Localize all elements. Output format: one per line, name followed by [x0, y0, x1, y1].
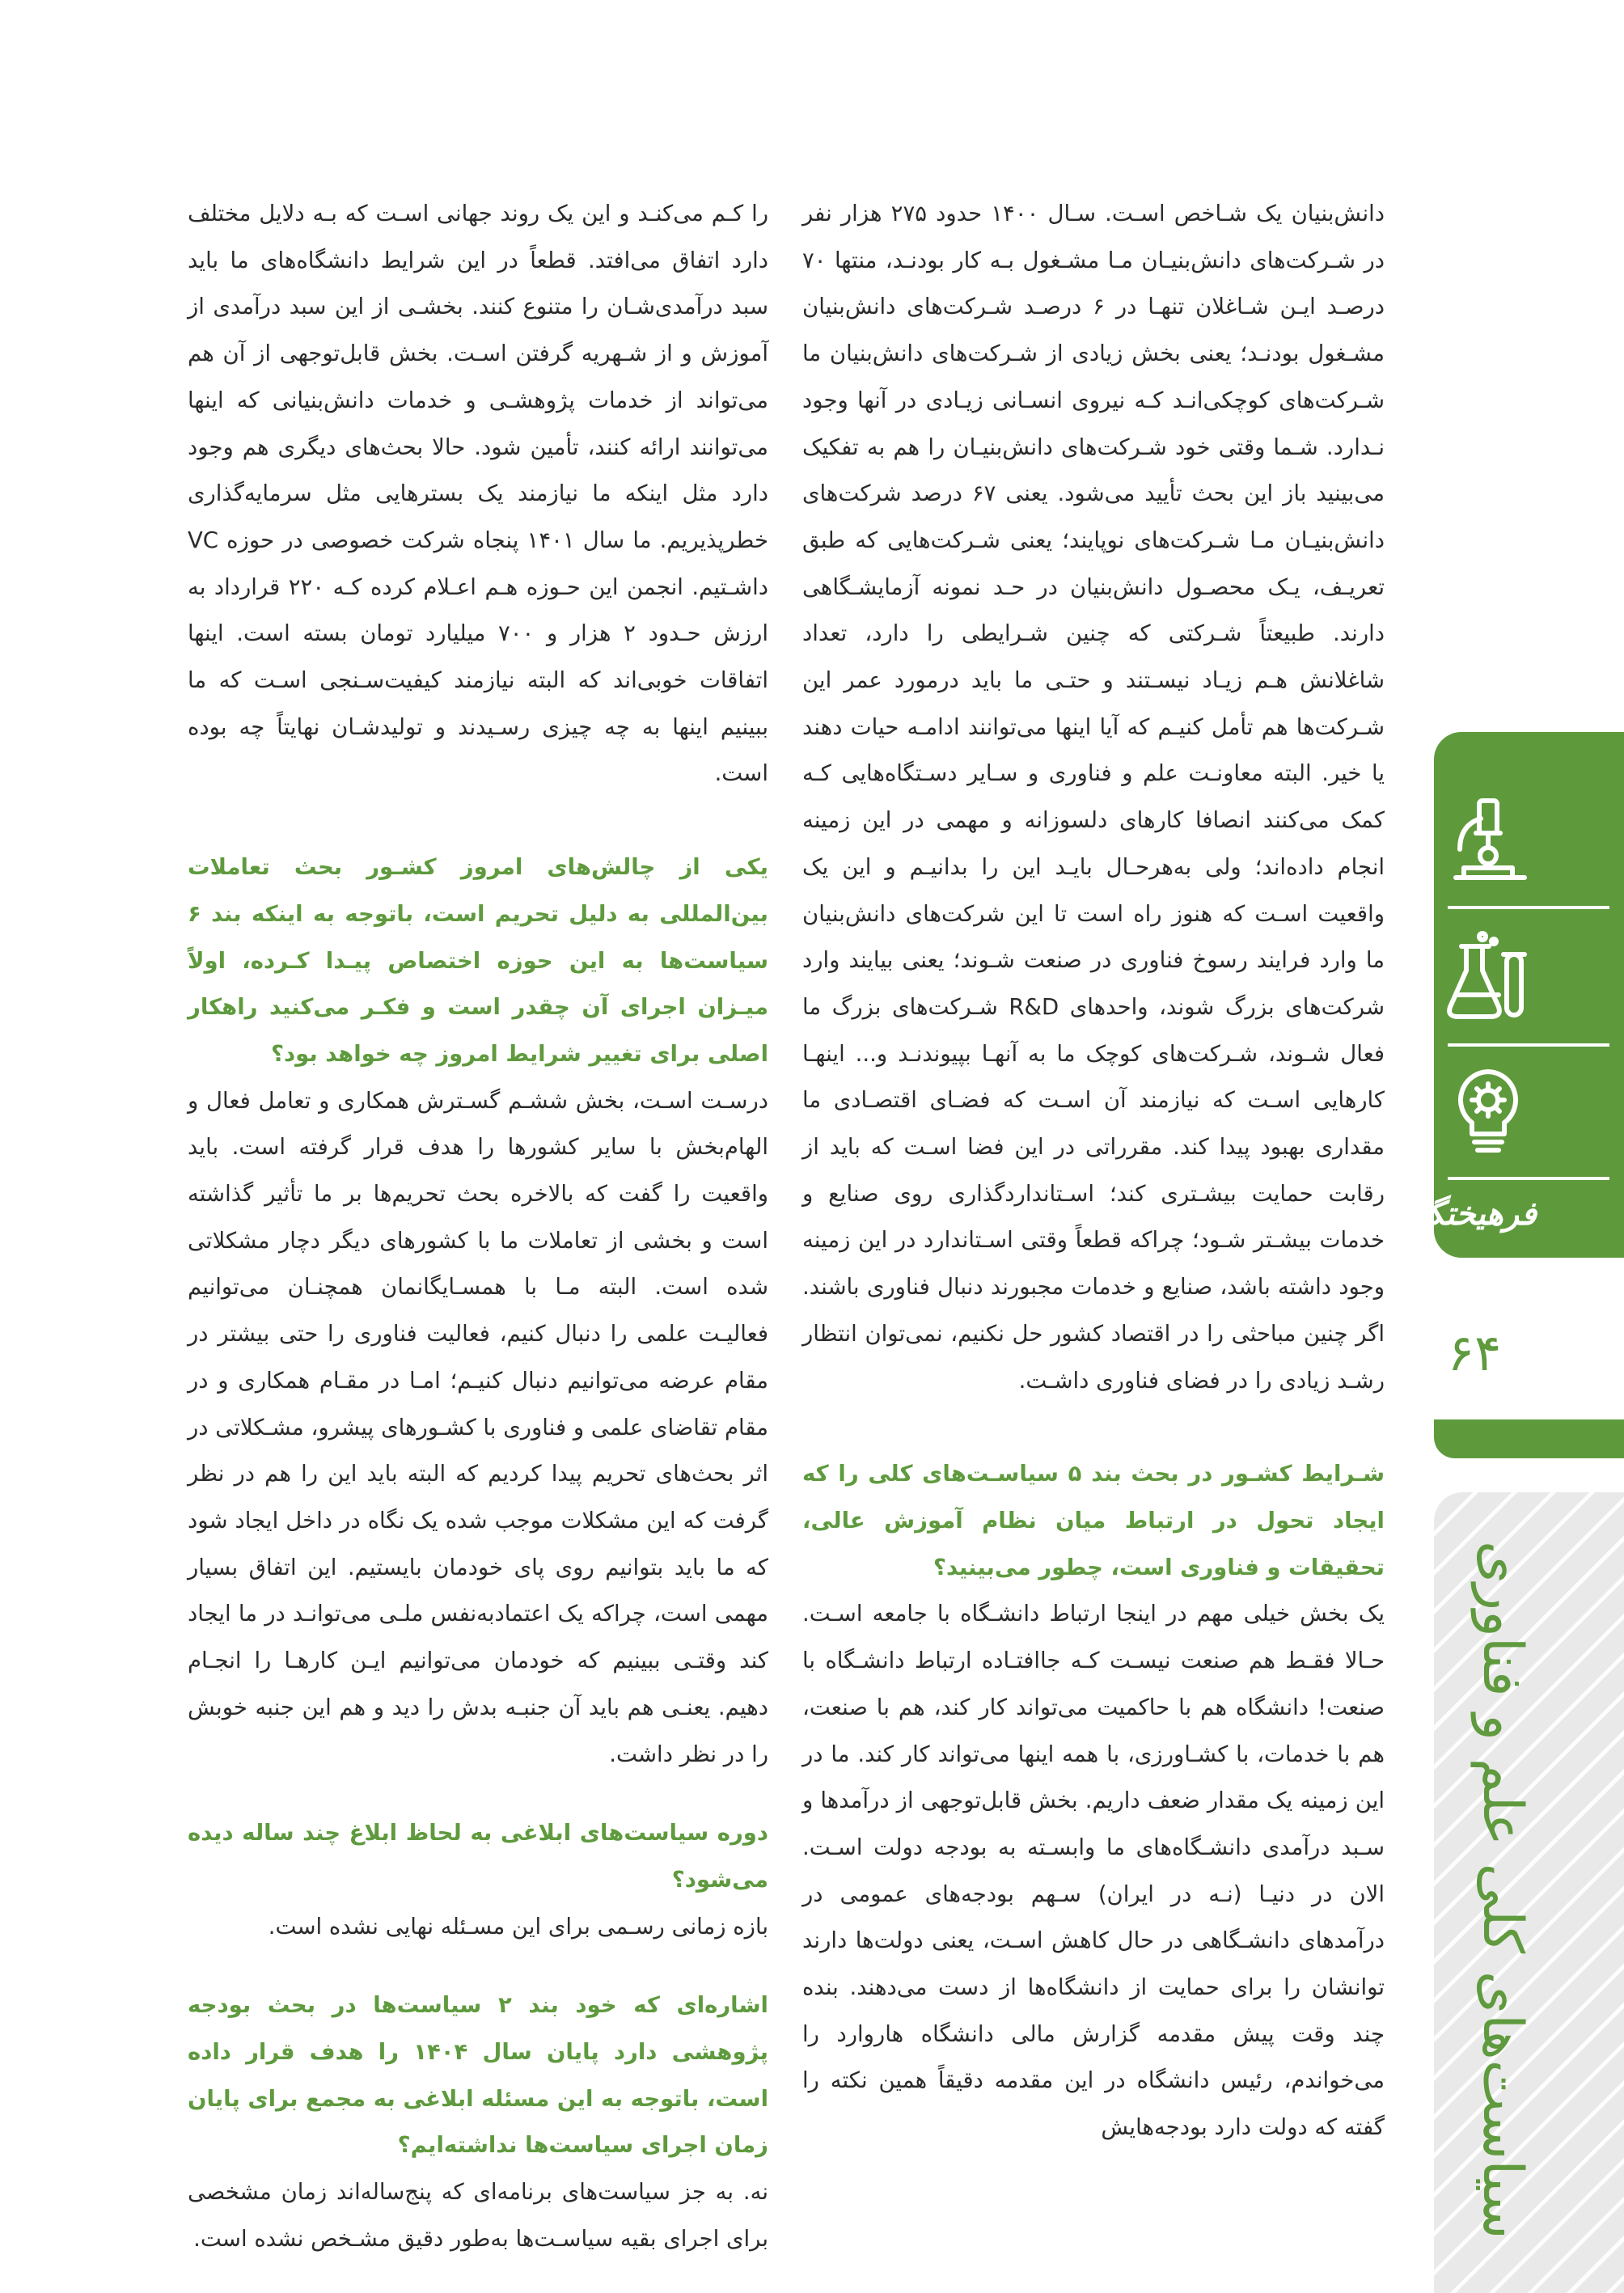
- accent-band: [1434, 1419, 1624, 1458]
- section-title: سیاست‌های کلی علم و فناوری: [1470, 1541, 1534, 2240]
- divider: [1448, 1177, 1609, 1180]
- divider: [1448, 1043, 1609, 1047]
- paragraph: یک بخش خیلی مهم در اینجا ارتباط دانشـگاه با جامعه اسـت. حـالا فقـط هم صنعت نیسـت کـه جاافتـاده ارتباط دانشـگاه با صنعت! دانشگاه هم با حاکمیت می‌تواند کار کند، هم با صنعت، هم با خدمات، با کشـاورزی، با همه اینها می‌تواند کار کند. ما در این زمینه یک مقدار ضعف داریم. بخش قابل‌توجهی از درآمدها و سـبد درآمدی دانشـگاه‌های ما وابسـته به بودجه دولت اسـت. الان در دنیـا (نـه در ایران) سـهم بودجه‌های عمومی در درآمدهای دانشـگاهی در حال کاهش اسـت، یعنی دولت‌ها دارند توانشان را برای حمایت از دانشگاه‌ها از دست می‌دهند. بنده چند وقت پیش مقدمه گزارش مالی دانشگاه هاروارد را می‌خواندم، رئیس دانشگاه در این مقدمه دقیقاً همین نکته را گفته که دولت دارد بودجه‌هایش: [802, 1601, 1385, 2141]
- paragraph: را کـم می‌کنـد و این یک روند جهانی اسـت که بـه دلایل مختلف دارد اتفاق می‌افتد. قطعاً در این شرایط دانشگاه‌های ما باید سبد درآمدی‌شـان را متنوع کنند. بخشـی از این سبد درآمدی از آموزش و از شـهریه گرفتن اسـت. بخش قابل‌توجهی از آن هم می‌تواند از خدمات پژوهشـی و خدمات دانش‌بنیانی که اینها می‌توانند ارائه کنند، تأمین شود. حالا بحث‌های دیگری هم وجود دارد مثل اینکه ما نیازمند یک بسترهایی مثل سرمایه‌گذاری خطرپذیریم. ما سال ۱۴۰۱ پنجاه شرکت خصوصی در حوزه VC داشـتیم. انجمن این حـوزه هـم اعـلام کرده کـه ۲۲۰ قرارداد به ارزش حـدود ۲ هزار و ۷۰۰ میلیارد تومان بسته است. اینها اتفاقات خوبی‌اند که البته نیازمند کیفیت‌سـنجی اسـت که ما ببینیم اینها به چه چیزی رسـیدند و تولیدشـان نهایتاً چه بوده است.: [188, 201, 768, 787]
- lab-flask-icon: [1444, 930, 1533, 1027]
- paragraph: بازه زمانی رسـمی برای این مسـئله نهایی نشده است.: [268, 1913, 768, 1940]
- interview-question: اشاره‌ای که خود بند ۲ سیاست‌ها در بحث بودجه پژوهشی دارد پایان سال ۱۴۰۴ را هدف قرار داده است، باتوجه به این مسئله ابلاغی به مجمع برای پایان زمان اجرای سیاست‌ها نداشته‌ایم؟: [188, 1992, 768, 2159]
- paragraph: دانش‌بنیان یک شـاخص اسـت. سـال ۱۴۰۰ حدود ۲۷۵ هزار نفر در شـرکت‌های دانش‌بنیـان مـا مشـغول بـه کار بودنـد، منتها ۷۰ درصـد ایـن شـاغلان تنهـا در ۶ درصـد شـرکت‌های دانش‌بنیان مشـغول بودنـد؛ یعنی بخش زیادی از شـرکت‌های دانش‌بنیان ما شـرکت‌های کوچکی‌انـد کـه نیروی انسـانی زیـادی در آنها وجود نـدارد. شـما وقتی خود شـرکت‌های دانش‌بنیـان را هم به تفکیک می‌بینید باز این بحث تأیید می‌شود. یعنی ۶۷ درصد شرکت‌های دانش‌بنیـان مـا شـرکت‌های نوپایند؛ یعنی شـرکت‌هایی که طبق تعریـف، یـک محصـول دانش‌بنیان در حـد نمونه آزمایشـگاهی دارند. طبیعتاً شـرکتی که چنین شـرایطی را دارد، تعداد شاغلانش هـم زیـاد نیسـتند و حتـی ما باید درمورد عمر این شـرکت‌ها هم تأمل کنیـم که آیا اینها می‌توانند ادامـه حیات دهند یا خیر. البته معاونـت علم و فناوری و سـایر دسـتگاه‌هایی کـه کمک می‌کنند انصافا کارهای دلسوزانه و مهمی در این زمینه انجام داده‌اند؛ ولی به‌هرحـال بایـد این را بدانیـم و این یک واقعیت اسـت که هنوز راه است تا این شرکت‌های دانش‌بنیان ما وارد فرایند رسوخ فناوری در صنعت شـوند؛ یعنی بیایند وارد شرکت‌های بزرگ شوند، واحدهای R&D شـرکت‌های بزرگ ما فعال شـوند، شـرکت‌های کوچک ما به آنهـا بپیوندنـد و... اینهـا کارهایی اسـت که نیازمند آن اسـت که فضـای اقتصـادی ما مقداری بهبود پیدا کند. مقرراتی در این فضا اسـت که باید از رقابت حمایت بیشـتری کند؛ اسـتانداردگذاری روی صنایع و خدمات بیشـتر شـود؛ چراکه قطعاً وقتی اسـتاندارد در این زمینه وجود داشته باشد، صنایع و خدمات مجبورند دنبال فناوری باشند. اگر چنین مباحثی را در اقتصاد کشور حل نکنیم، نمی‌توان انتظار رشـد زیادی را در فضای فناوری داشـت.: [802, 201, 1385, 1394]
- microscope-icon: [1444, 793, 1533, 890]
- left-column: [188, 191, 768, 2263]
- right-column: [802, 191, 1385, 2151]
- interview-question: یکی از چالش‌های امروز کشـور بحث تعاملات بین‌المللی به دلیل تحریم است، باتوجه به اینکه بند ۶ سیاست‌ها به این حوزه اختصاص پیـدا کـرده، اولاً میـزان اجرای آن چقدر است و فکـر می‌کنید راهکار اصلی برای تغییر شرایط امروز چه خواهد بود؟: [188, 854, 768, 1067]
- interview-question: دوره سیاست‌های ابلاغی به لحاظ ابلاغ چند ساله دیده می‌شود؟: [188, 1820, 768, 1893]
- paragraph: درسـت اسـت، بخش ششـم گسـترش همکاری و تعامل فعال و الهام‌بخش با سایر کشورها را هدف قرار گرفته است. باید واقعیت را گفت که بالاخره بحث تحریم‌ها بر ما تأثیر گذاشته است و بخشی از تعاملات ما با کشورهای دیگر دچار مشکلاتی شده است. البته مـا با همسـایگانمان همچنـان می‌توانیم فعالیـت علمی را دنبال کنیم، فعالیت فناوری را حتی بیشتر در مقام عرضه می‌توانیم دنبال کنیـم؛ امـا در مقـام همکاری و در مقام تقاضای علمی و فناوری با کشـورهای پیشرو، مشـکلاتی در اثر بحث‌های تحریم پیدا کردیم که البته باید این را هم در نظر گرفت که این مشکلات موجب شده یک نگاه در داخل ایجاد شود که ما باید بتوانیم روی پای خودمان بایستیم. این اتفاق بسیار مهمی است، چراکه یک اعتمادبه‌نفس ملـی می‌توانـد در ما ایجاد کند وقتـی ببینیم که خودمان می‌توانیم ایـن کارهـا را انجـام دهیم. یعنـی هم باید آن جنبـه بدش را دید و هم این جنبه خوبش را در نظر داشت.: [188, 1087, 768, 1767]
- divider: [1448, 906, 1609, 909]
- lightbulb-gear-icon: [1444, 1064, 1533, 1165]
- page-number: ۶۴: [1447, 1323, 1502, 1382]
- interview-question: شـرایط کشـور در بحث بند ۵ سیاسـت‌های کلی را که ایجاد تحول در ارتباط میان نظام آموزش عالی، تحقیقات و فناوری است، چطور می‌بینید؟: [802, 1461, 1385, 1580]
- paragraph: نه. به جز سیاست‌های برنامه‌ای که پنج‌ساله‌اند زمان مشخصی برای اجرای بقیه سیاسـت‌ها به‌طور دقیق مشـخص نشده است.: [188, 2179, 768, 2252]
- brand-logo: فرهیختگان: [1394, 1195, 1537, 1233]
